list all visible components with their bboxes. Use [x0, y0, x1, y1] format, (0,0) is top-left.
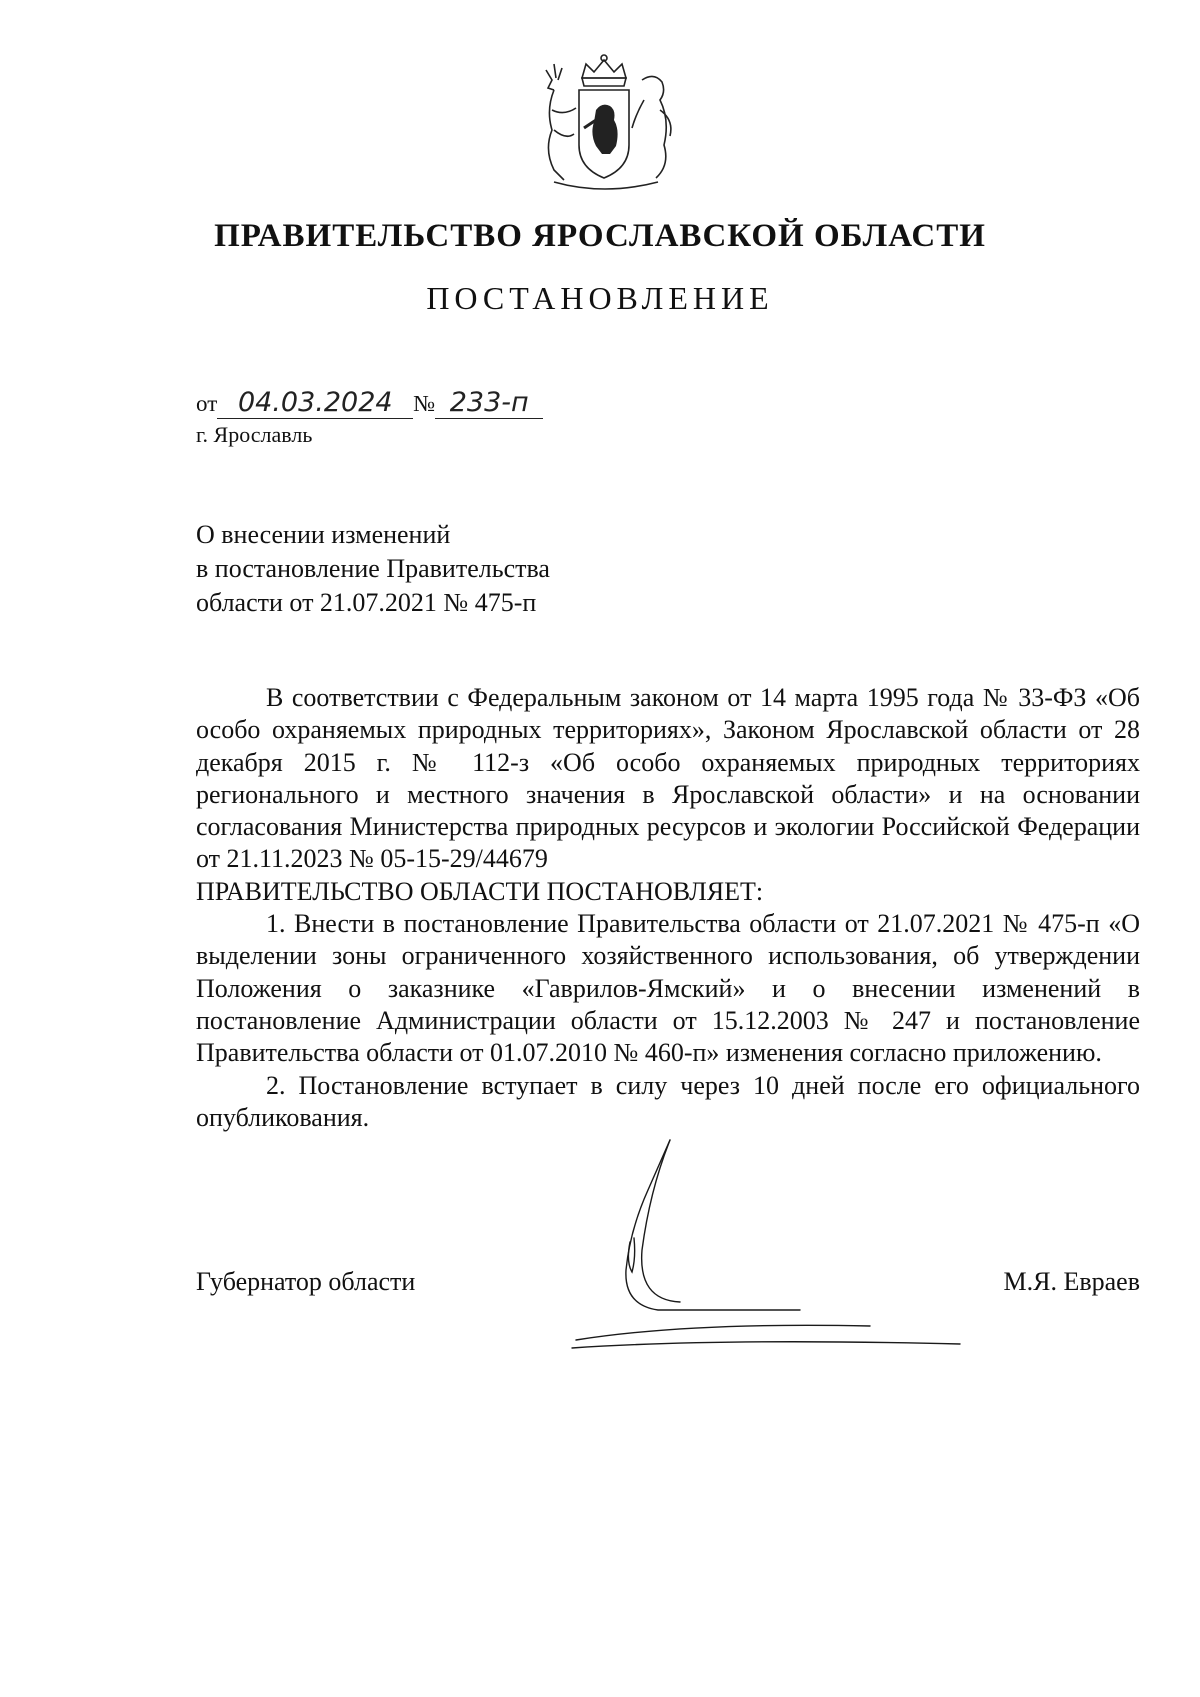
preamble: В соответствии с Федеральным законом от 14 марта 1995 года № 33-ФЗ «Об особо охраняемых природных территориях», Законом Ярославской области от 28 декабря 2015 г. № 112-з «Об особо охраняемых природных территориях регионального и местного значения в Ярославской области» и на основании согласования Министерства природных ресурсов и экологии Российской Федерации от 21.11.2023 № 05-15-29/44679 [196, 683, 1140, 874]
decree-heading: ПРАВИТЕЛЬСТВО ОБЛАСТИ ПОСТАНОВЛЯЕТ: [196, 876, 764, 906]
date-prefix: от [196, 391, 218, 416]
document-subject [196, 518, 550, 620]
coat-of-arms-emblem [524, 50, 684, 200]
organization-title: ПРАВИТЕЛЬСТВО ЯРОСЛАВСКОЙ ОБЛАСТИ [214, 218, 986, 254]
document-number: 233-п [435, 388, 543, 419]
handwritten-signature [570, 1130, 990, 1380]
document-body [196, 682, 1140, 1134]
signatory-role: Губернатор области [196, 1267, 416, 1296]
document-type: ПОСТАНОВЛЕНИЕ [426, 280, 774, 316]
subject-line: области от 21.07.2021 № 475-п [196, 588, 537, 617]
decree-item-2: 2. Постановление вступает в силу через 10 дней после его официального опубликования. [196, 1070, 1140, 1132]
signatory-name: М.Я. Евраев [1003, 1267, 1140, 1296]
decree-item-1: 1. Внести в постановление Правительства области от 21.07.2021 № 475-п «О выделении зоны ограниченного хозяйственного использования, об утверждении Положения о заказнике «Гаврилов-Ямский» и о внесении изменений в постановление Администрации области от 15.12.2003 № 247 и постановление Правительства области от 01.07.2010 № 460-п» изменения согласно приложению. [196, 909, 1140, 1068]
city: г. Ярославль [196, 422, 313, 447]
subject-line: в постановление Правительства [196, 554, 550, 583]
subject-line: О внесении изменений [196, 520, 451, 549]
document-meta [196, 388, 543, 422]
number-prefix: № [413, 391, 436, 416]
document-date: 04.03.2024 [217, 388, 413, 419]
